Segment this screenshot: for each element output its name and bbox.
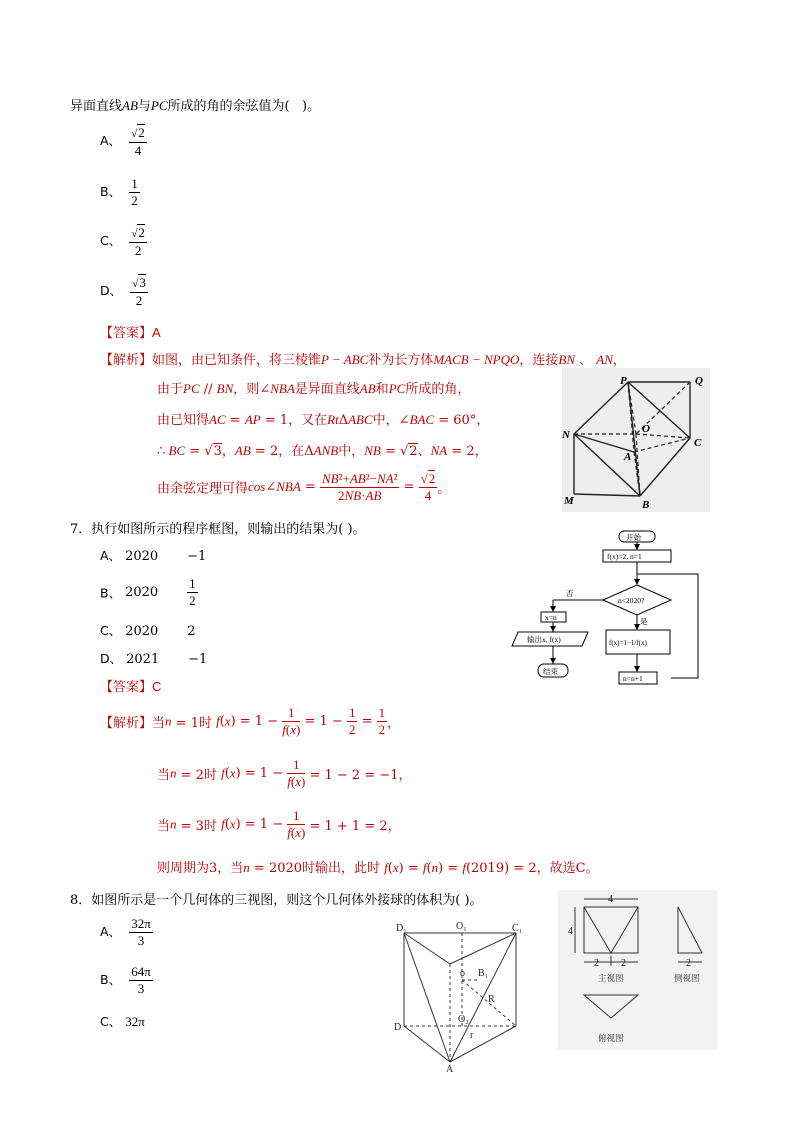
front-view-label: 主视图: [598, 973, 624, 983]
side-view-label: 侧视图: [674, 973, 700, 983]
q8-option-b[interactable]: B、 $\frac{64\pi}{3}$: [100, 964, 151, 996]
q8-three-view: [558, 890, 718, 1050]
flow-start-text: 开始: [626, 533, 641, 542]
label-a: A: [624, 451, 632, 463]
flow-assign-text: x=n: [545, 613, 557, 622]
label-o: O: [642, 423, 650, 435]
q7-answer: 【答案】C: [100, 679, 162, 695]
top-view: [584, 995, 638, 1018]
q7-analysis-line-4: 则周期为3，当n = 2020时输出，此时 f(x) = f(n) = f(2019) = 2，故选C。: [157, 860, 599, 876]
flow-end-text: 结束: [543, 667, 558, 676]
label-r: r: [470, 1030, 474, 1041]
dim-bottom-right: 2: [621, 958, 626, 969]
flow-increment-text: n=n+1: [623, 674, 643, 683]
q8-option-c[interactable]: C、 32π: [100, 1014, 145, 1029]
flow-init-text: f(x)=2, n=1: [607, 552, 642, 561]
side-view: [678, 907, 702, 953]
q7-stem: 7．执行如图所示的程序框图，则输出的结果为( )。: [70, 522, 366, 537]
q6-option-c[interactable]: C、 $\frac{√2}{2}$: [100, 225, 145, 258]
q6-stem: 异面直线AB与PC所成的角的余弦值为( )。: [70, 98, 321, 114]
flow-yes-text: 是: [640, 617, 648, 626]
cuboid-diagram: [562, 368, 710, 512]
q8-stem: 8．如图所示是一个几何体的三视图，则这个几何体外接球的体积为( )。: [70, 893, 483, 908]
label-d1: D₁: [396, 923, 407, 934]
q6-cuboid-figure: [562, 368, 710, 512]
q7-option-b[interactable]: B、 2020 $\frac{1}{2}$: [100, 576, 196, 608]
flow-update-text: f(x)=1−1/f(x): [609, 639, 647, 647]
label-a: A: [446, 1064, 454, 1074]
dim-left: 4: [568, 926, 573, 937]
q6-analysis-line-5: 由余弦定理可得cos∠NBA = $\frac{\text{NB²+AB²−NA²}}{2NB\cdot AB}$ = $\frac{√2}{4}$ 。: [157, 470, 451, 503]
flow-output-text: 输出x, f(x): [527, 635, 561, 644]
dim-side: 2: [686, 958, 691, 969]
q7-analysis-line-2: 当n = 2时 f(x) = 1 − $\frac{1}{f(x)}$ = 1 − 2 = −1，: [157, 757, 412, 789]
q6-option-a[interactable]: A、 $\frac{√2}{4}$: [100, 125, 145, 158]
label-n: N: [562, 429, 570, 441]
label-m: M: [564, 495, 574, 507]
top-view-label: 俯视图: [598, 1033, 624, 1043]
q6-option-b[interactable]: B、 $\frac{1}{2}$: [100, 176, 138, 208]
label-p: P: [620, 375, 627, 387]
q6-analysis-line-2: 由于PC // BN，则∠NBA是异面直线AB和PC所成的角，: [157, 381, 471, 397]
label-r-big: R: [488, 994, 495, 1005]
q7-option-d[interactable]: D、 2021 −1: [100, 651, 208, 667]
q7-option-c[interactable]: C、 2020 2: [100, 623, 196, 639]
label-o1: O₁: [456, 921, 467, 932]
flow-no-text: 否: [566, 589, 574, 598]
q7-flowchart: [508, 528, 708, 688]
label-o: o: [460, 968, 465, 979]
dim-bottom-left: 2: [594, 958, 599, 969]
q6-analysis-line-3: 由已知得AC = AP = 1，又在RtΔABC中，∠BAC = 60°，: [157, 412, 490, 428]
label-o2: O₂: [458, 1014, 469, 1025]
label-b1: B₁: [478, 968, 489, 979]
label-c1: C₁: [512, 923, 523, 934]
dim-top: 4: [608, 894, 613, 905]
q7-option-a[interactable]: A、 2020 −1: [100, 548, 207, 564]
front-view: [584, 907, 638, 953]
label-b: B: [642, 499, 650, 511]
q7-analysis-line-1: 【解析】当n = 1时 f(x) = 1 − $\frac{1}{f(x)}$ = 1 − $\frac{1}{2}$ = $\frac{1}{2}$ ，: [100, 705, 401, 737]
label-c: C: [694, 437, 702, 449]
flow-cond-text: n<2020?: [618, 596, 645, 605]
q6-analysis-line-4: ∴ BC = √3，AB = 2，在ΔANB中，NB = √2、NA = 2，: [157, 443, 488, 459]
q6-option-d[interactable]: D、 $\frac{√3}{2}$: [100, 275, 146, 308]
q6-analysis-line-1: 【解析】如图，由已知条件，将三棱锥P − ABC补为长方体MACB − NPQO，连接BN 、 AN，: [100, 352, 626, 368]
label-d: D: [394, 1022, 402, 1033]
q8-solid-figure: [388, 918, 538, 1074]
q8-option-a[interactable]: A、 $\frac{32\pi}{3}$: [100, 916, 151, 948]
label-q: Q: [695, 375, 703, 387]
q7-analysis-line-3: 当n = 3时 f(x) = 1 − $\frac{1}{f(x)}$ = 1 + 1 = 2，: [157, 808, 401, 840]
q6-answer: 【答案】A: [100, 325, 161, 341]
